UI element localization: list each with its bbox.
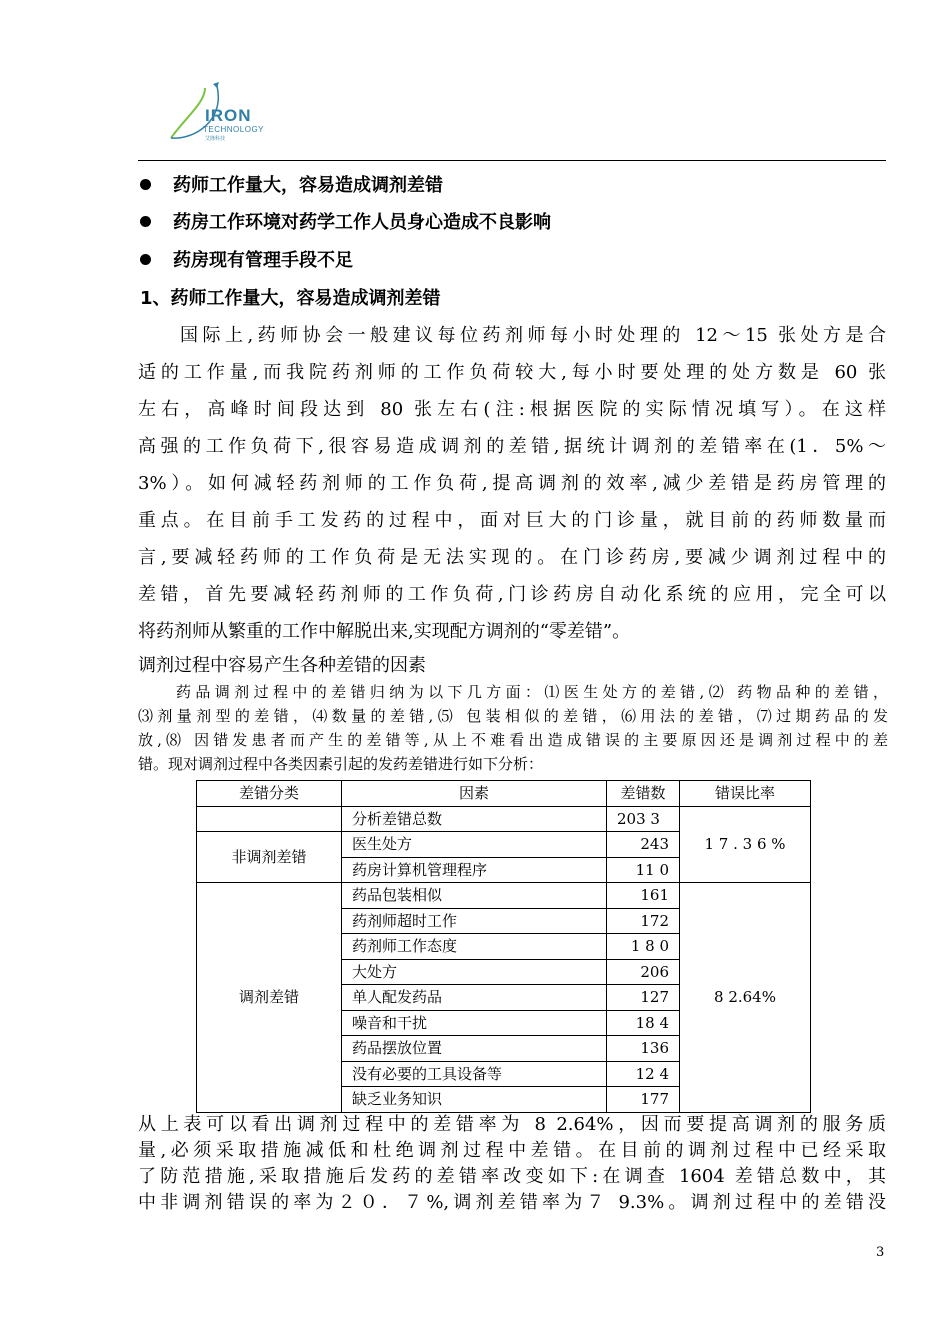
table-row <box>197 883 811 909</box>
table-header-cell: 差错数 <box>607 781 680 807</box>
paragraph-line: 国际上,药师协会一般建议每位药剂师每小时处理的 12～15 张处方是合 <box>180 325 886 346</box>
table-cell-count: 172 <box>607 908 680 934</box>
bullet-item <box>140 173 443 199</box>
table-cell-count: 1 8 0 <box>607 934 680 960</box>
paragraph-line: 差错，首先要减轻药剂师的工作负荷,门诊药房自动化系统的应用，完全可以 <box>138 584 886 605</box>
paragraph-line: 了防范措施,采取措施后发药的差错率改变如下:在调查 1604 差错总数中，其 <box>138 1166 886 1187</box>
bullet-text: 药房工作环境对药学工作人员身心造成不良影响 <box>173 212 551 233</box>
paragraph-line: 错。现对调剂过程中各类因素引起的发药差错进行如下分析： <box>138 755 544 773</box>
table-header-row <box>197 781 811 807</box>
paragraph-line: 适的工作量,而我院药剂师的工作负荷较大,每小时要处理的处方数是 60 张 <box>138 362 886 383</box>
bullet-item <box>140 210 551 236</box>
paragraph-factors <box>138 680 888 776</box>
table-cell-count: 12 4 <box>607 1061 680 1087</box>
paragraph-line: 放,⑻ 因错发患者而产生的差错等,从上不难看出造成错误的主要原因还是调剂过程中的差 <box>138 731 888 749</box>
table-row <box>197 806 811 832</box>
table-cell-count: 206 <box>607 959 680 985</box>
company-logo <box>165 78 305 148</box>
sub-heading: 调剂过程中容易产生各种差错的因素 <box>138 655 426 676</box>
table-cell-count: 136 <box>607 1036 680 1062</box>
table-cell-factor: 缺乏业务知识 <box>342 1087 607 1113</box>
table-cell-count: 243 <box>607 832 680 858</box>
table-cell-factor: 没有必要的工具设备等 <box>342 1061 607 1087</box>
paragraph-line: 中非调剂错误的率为２０．７%,调剂差错率为７ 9.3%。调剂过程中的差错没 <box>138 1192 886 1213</box>
paragraph-line: 量,必须采取措施减低和杜绝调剂过程中差错。在目前的调剂过程中已经采取 <box>138 1140 886 1161</box>
table-cell-rate: 8 2.64% <box>680 883 811 1113</box>
paragraph-line: 言,要减轻药师的工作负荷是无法实现的。在门诊药房,要减少调剂过程中的 <box>138 547 886 568</box>
paragraph-line: 3%）。如何减轻药剂师的工作负荷,提高调剂的效率,减少差错是药房管理的 <box>138 473 886 494</box>
bullet-text: 药师工作量大，容易造成调剂差错 <box>173 175 443 196</box>
error-table <box>196 780 811 1113</box>
table-cell-count: 161 <box>607 883 680 909</box>
paragraph-line: 重点。在目前手工发药的过程中，面对巨大的门诊量，就目前的药师数量而 <box>138 510 886 531</box>
table-cell-count: 177 <box>607 1087 680 1113</box>
paragraph-conclusion <box>138 1112 886 1216</box>
paragraph-line: 药品调剂过程中的差错归纳为以下几方面：⑴医生处方的差错,⑵ 药物品种的差错， <box>176 683 888 701</box>
table-cell-factor: 药房计算机管理程序 <box>342 857 607 883</box>
table-cell-factor: 噪音和干扰 <box>342 1010 607 1036</box>
table-header-cell: 因素 <box>342 781 607 807</box>
bullet-item <box>140 248 353 274</box>
table-cell-factor: 药剂师工作态度 <box>342 934 607 960</box>
table-cell-factor: 药品摆放位置 <box>342 1036 607 1062</box>
logo-sub: TECHNOLOGY <box>203 125 265 134</box>
table-header-cell: 差错分类 <box>197 781 342 807</box>
table-cell-count: 18 4 <box>607 1010 680 1036</box>
paragraph-line: 将药剂师从繁重的工作中解脱出来,实现配方调剂的“零差错”。 <box>138 621 631 642</box>
paragraph-line: 高强的工作负荷下,很容易造成调剂的差错,据统计调剂的差错率在(1．5%～ <box>138 436 886 457</box>
table-cell-factor: 单人配发药品 <box>342 985 607 1011</box>
table-cell-factor: 药品包装相似 <box>342 883 607 909</box>
table-cell-factor: 大处方 <box>342 959 607 985</box>
table-cell-count: 203 3 <box>607 806 680 832</box>
table-cell-category: 非调剂差错 <box>197 832 342 883</box>
table-cell-count: 11 0 <box>607 857 680 883</box>
bullet-dot-icon <box>140 254 151 265</box>
paragraph-line: ⑶剂量剂型的差错，⑷数量的差错,⑸ 包装相似的差错，⑹用法的差错，⑺过期药品的发 <box>138 707 888 725</box>
section-heading: 1、药师工作量大，容易造成调剂差错 <box>140 288 441 309</box>
paragraph-workload <box>138 317 886 650</box>
bullet-dot-icon <box>140 179 151 190</box>
paragraph-line: 从上表可以看出调剂过程中的差错率为 8 2.64%，因而要提高调剂的服务质 <box>138 1114 886 1135</box>
table-cell-rate: 1 7 . 3 6 % <box>680 806 811 883</box>
paragraph-line: 左右，高峰时间段达到 80 张左右(注:根据医院的实际情况填写）。在这样 <box>138 399 886 420</box>
table-cell-factor: 分析差错总数 <box>342 806 607 832</box>
table-cell-factor: 医生处方 <box>342 832 607 858</box>
table-cell-empty <box>197 806 342 832</box>
table-cell-count: 127 <box>607 985 680 1011</box>
page-number: 3 <box>876 1245 885 1260</box>
header-rule <box>138 160 886 161</box>
bullet-text: 药房现有管理手段不足 <box>173 250 353 271</box>
bullet-dot-icon <box>140 216 151 227</box>
table-cell-category: 调剂差错 <box>197 883 342 1113</box>
table-cell-factor: 药剂师超时工作 <box>342 908 607 934</box>
table-header-cell: 错误比率 <box>680 781 811 807</box>
logo-cn: 艾隆科技 <box>205 136 226 142</box>
logo-brand: IRON <box>205 106 252 125</box>
